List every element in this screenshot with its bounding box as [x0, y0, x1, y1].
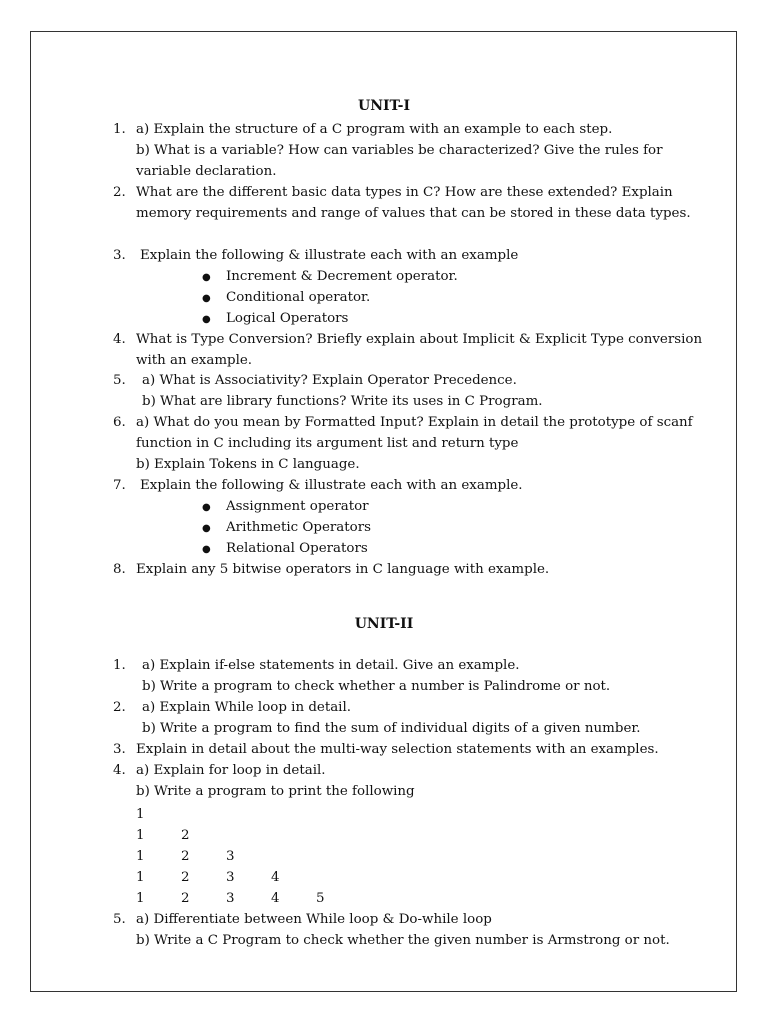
question-text: Explain the following & illustrate each with an example	[140, 248, 519, 263]
bullet-item: Logical Operators	[226, 311, 349, 326]
question-number: 4.	[113, 763, 126, 778]
question-text: a) Explain for loop in detail.	[136, 763, 326, 778]
question-number: 5.	[113, 373, 126, 388]
question-text: b) What are library functions? Write its uses in C Program.	[142, 394, 543, 409]
bullet-icon: ●	[202, 272, 211, 283]
pattern-number: 3	[226, 849, 235, 864]
question-number: 1.	[113, 658, 126, 673]
question-text: a) What is Associativity? Explain Operator Precedence.	[142, 373, 517, 388]
question-number: 4.	[113, 332, 126, 347]
bullet-item: Assignment operator	[226, 499, 369, 514]
pattern-number: 2	[181, 849, 190, 864]
bullet-icon: ●	[202, 544, 211, 555]
question-text: Explain the following & illustrate each with an example.	[140, 478, 523, 493]
question-number: 6.	[113, 415, 126, 430]
pattern-number: 4	[271, 870, 280, 885]
question-number: 5.	[113, 912, 126, 927]
question-text: function in C including its argument list and return type	[136, 436, 519, 451]
question-text: Explain any 5 bitwise operators in C language with example.	[136, 562, 550, 577]
question-text: with an example.	[136, 353, 253, 368]
bullet-icon: ●	[202, 314, 211, 325]
pattern-number: 2	[181, 891, 190, 906]
pattern-number: 1	[136, 849, 145, 864]
question-text: b) Explain Tokens in C language.	[136, 457, 360, 472]
question-text: b) Write a C Program to check whether the given number is Armstrong or not.	[136, 933, 670, 948]
question-number: 1.	[113, 122, 126, 137]
question-text: What are the different basic data types in C? How are these extended? Explain	[136, 185, 673, 200]
pattern-number: 3	[226, 891, 235, 906]
question-text: b) Write a program to print the following	[136, 784, 415, 799]
question-text: memory requirements and range of values that can be stored in these data types.	[136, 206, 691, 221]
unit-1-heading: UNIT-I	[357, 98, 410, 114]
question-text: b) Write a program to find the sum of individual digits of a given number.	[142, 721, 641, 736]
question-number: 3.	[113, 742, 126, 757]
bullet-icon: ●	[202, 293, 211, 304]
pattern-number: 1	[136, 828, 145, 843]
pattern-number: 4	[271, 891, 280, 906]
question-number: 7.	[113, 478, 126, 493]
question-text: a) Explain While loop in detail.	[142, 700, 352, 715]
question-text: a) Differentiate between While loop & Do-while loop	[136, 912, 492, 927]
pattern-number: 1	[136, 870, 145, 885]
question-text: b) What is a variable? How can variables be characterized? Give the rules for	[136, 143, 663, 158]
question-text: What is Type Conversion? Briefly explain about Implicit & Explicit Type conversion	[136, 332, 703, 347]
question-text: Explain in detail about the multi-way selection statements with an examples.	[136, 742, 659, 757]
bullet-item: Relational Operators	[226, 541, 368, 556]
question-text: variable declaration.	[136, 164, 277, 179]
pattern-number: 1	[136, 891, 145, 906]
unit-2-heading: UNIT-II	[354, 616, 414, 632]
question-number: 3.	[113, 248, 126, 263]
pattern-number: 5	[316, 891, 325, 906]
question-text: b) Write a program to check whether a number is Palindrome or not.	[142, 679, 611, 694]
question-text: a) Explain the structure of a C program with an example to each step.	[136, 122, 613, 137]
question-number: 2.	[113, 185, 126, 200]
question-number: 8.	[113, 562, 126, 577]
question-text: a) What do you mean by Formatted Input? Explain in detail the prototype of scanf	[136, 415, 693, 430]
bullet-icon: ●	[202, 502, 211, 513]
pattern-number: 2	[181, 828, 190, 843]
question-number: 2.	[113, 700, 126, 715]
bullet-item: Arithmetic Operators	[226, 520, 371, 535]
pattern-number: 3	[226, 870, 235, 885]
bullet-item: Increment & Decrement operator.	[226, 269, 458, 284]
pattern-number: 1	[136, 807, 145, 822]
bullet-icon: ●	[202, 523, 211, 534]
bullet-item: Conditional operator.	[226, 290, 371, 305]
question-text: a) Explain if-else statements in detail. Give an example.	[142, 658, 520, 673]
pattern-number: 2	[181, 870, 190, 885]
